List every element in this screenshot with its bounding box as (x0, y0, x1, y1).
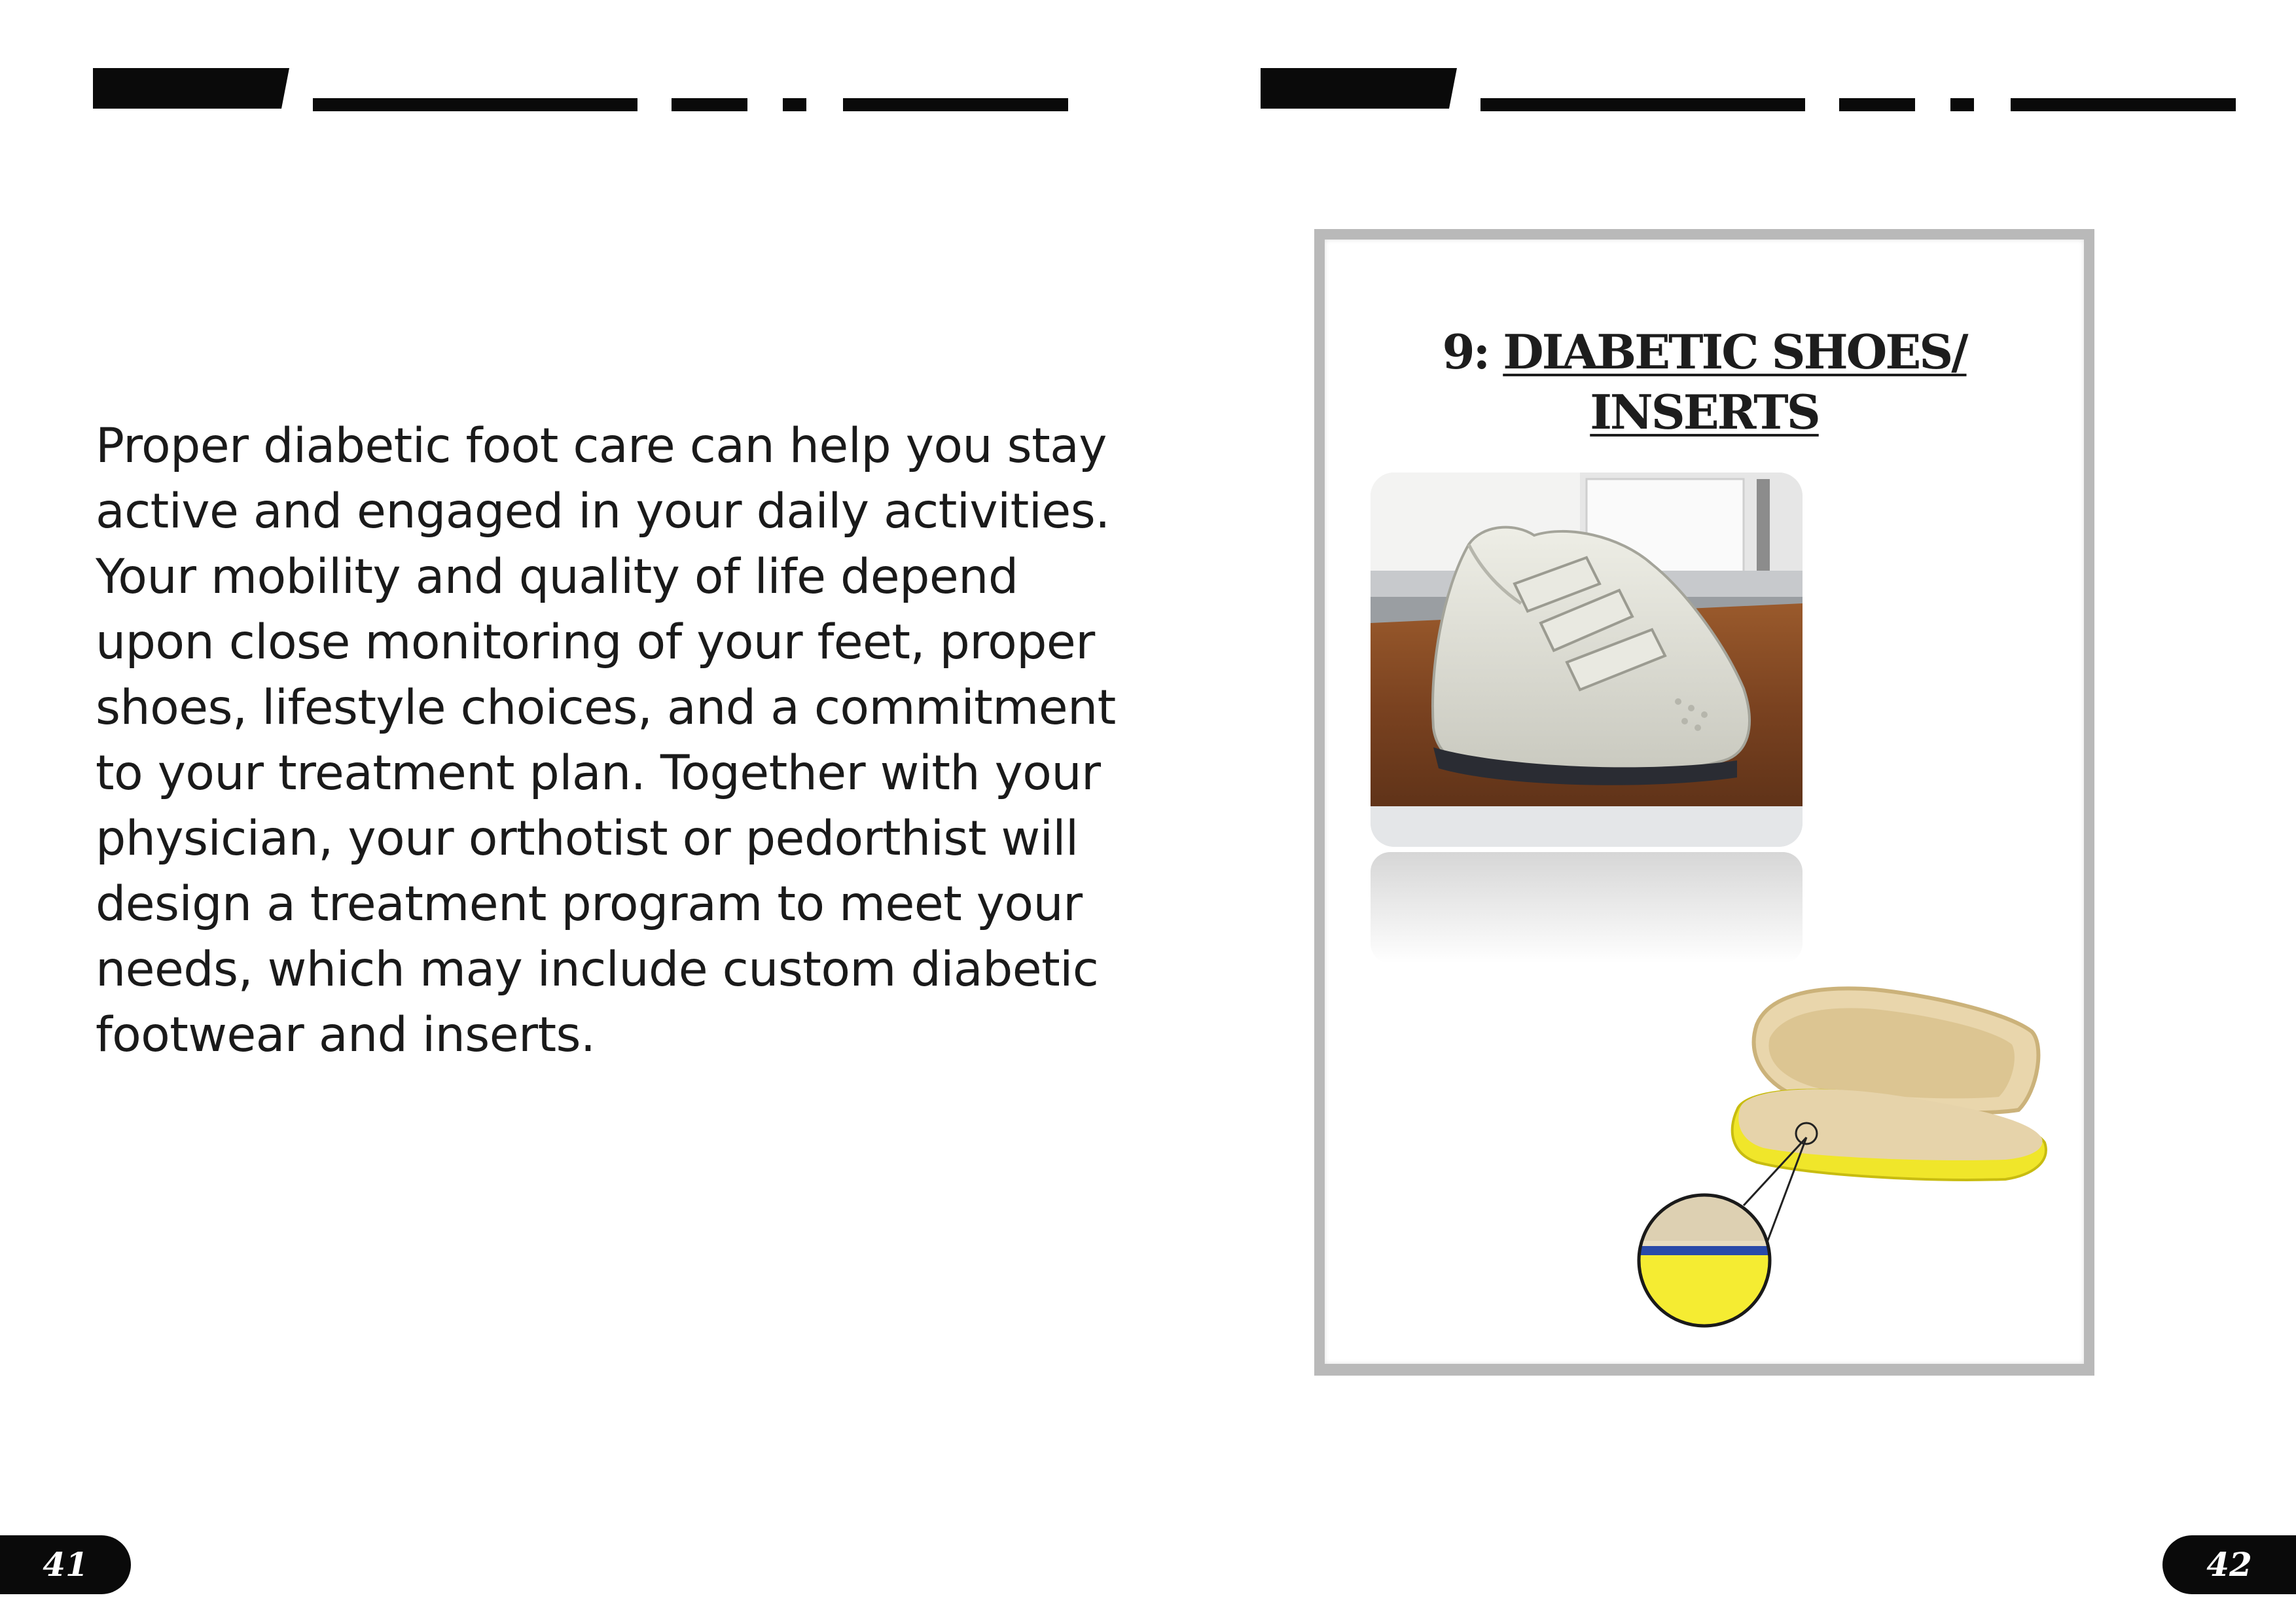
slide-card-body (1325, 240, 2084, 1364)
header-bar-segment (783, 98, 806, 111)
header-decoration (93, 68, 1068, 111)
slide-title-line1: DIABETIC SHOES/ (1503, 324, 1967, 380)
header-bar-segment (313, 98, 637, 111)
header-decoration (1261, 68, 2236, 111)
header-bar-segment (843, 98, 1068, 111)
header-bar-main (1261, 68, 1457, 109)
slide-title (1325, 322, 2084, 442)
header-bar-segment (1839, 98, 1915, 111)
header-bar-segment (1950, 98, 1974, 111)
header-bar-main (93, 68, 289, 109)
header-bar-segment (672, 98, 747, 111)
right-page (1135, 0, 2296, 1623)
insole-with-zoom-photo (1613, 986, 2071, 1332)
page-number-badge: 41 (0, 1535, 131, 1594)
diabetic-shoe-photo (1371, 473, 1803, 847)
body-paragraph: Proper diabetic foot care can help you stay active and engaged in your daily activities. Your mobility and quality of life depend upon close monitoring of your feet, proper shoes, lifestyle choices, and a commitment to your treatment plan. Together with your physician, your orthotist or pedorthist will design a treatment program to meet your needs, which may include custom diabetic footwear and inserts. (96, 418, 1116, 1063)
page-number-badge: 42 (2162, 1535, 2296, 1594)
slide-title-line2: INSERTS (1590, 384, 1819, 440)
slide-card (1314, 229, 2094, 1376)
slide-title-number: 9: (1442, 324, 1489, 380)
left-page (0, 0, 1135, 1623)
shoe-photo-reflection (1371, 852, 1803, 963)
header-bar-segment (2011, 98, 2236, 111)
header-bar-segment (1480, 98, 1805, 111)
